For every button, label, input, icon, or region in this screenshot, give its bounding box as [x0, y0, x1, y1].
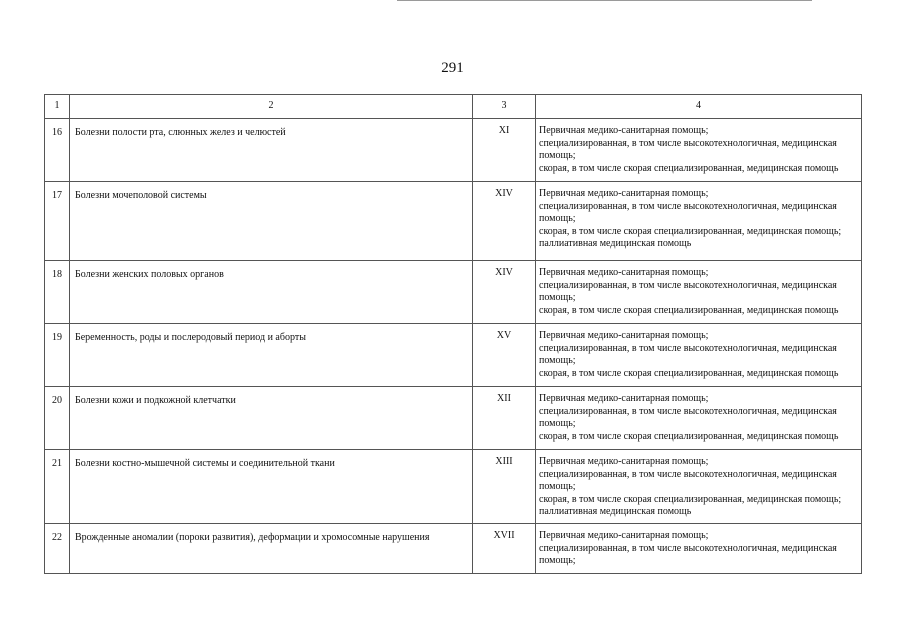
table-row [45, 387, 862, 450]
header-cell-num: 1 [45, 95, 70, 119]
top-rule [397, 0, 812, 1]
icd-class: XIV [473, 261, 536, 324]
care-table [44, 94, 862, 574]
care-type-line: паллиативная медицинская помощь [539, 238, 692, 250]
care-types-cell [536, 387, 862, 450]
row-number: 22 [45, 524, 70, 574]
disease-group-name: Болезни мочеполовой системы [70, 182, 473, 261]
care-type-line: скорая, в том числе скорая специализированная, медицинская помощь; [539, 225, 842, 237]
disease-group-name: Болезни кожи и подкожной клетчатки [70, 387, 473, 450]
row-number: 21 [45, 450, 70, 524]
care-type-line: Первичная медико-санитарная помощь; [539, 530, 709, 541]
table-row [45, 524, 862, 574]
care-type-line: Первичная медико-санитарная помощь; [539, 188, 709, 199]
header-cell-class: 3 [473, 95, 536, 119]
row-number: 19 [45, 324, 70, 387]
care-type-line: скорая, в том числе скорая специализированная, медицинская помощь [539, 367, 839, 379]
care-type-line: специализированная, в том числе высокотехнологичная, медицинская [539, 342, 837, 354]
care-type-line: скорая, в том числе скорая специализированная, медицинская помощь [539, 430, 839, 442]
row-number: 20 [45, 387, 70, 450]
disease-group-name: Болезни женских половых органов [70, 261, 473, 324]
care-type-line: скорая, в том числе скорая специализированная, медицинская помощь [539, 162, 839, 174]
care-type-line: Первичная медико-санитарная помощь; [539, 330, 709, 341]
table-row [45, 450, 862, 524]
care-type-line: специализированная, в том числе высокотехнологичная, медицинская [539, 200, 837, 212]
row-number: 18 [45, 261, 70, 324]
icd-class: XV [473, 324, 536, 387]
care-type-line: помощь; [539, 418, 576, 430]
care-type-line: специализированная, в том числе высокотехнологичная, медицинская [539, 137, 837, 149]
table-row [45, 182, 862, 261]
care-type-line: Первичная медико-санитарная помощь; [539, 125, 709, 136]
disease-group-name: Беременность, роды и послеродовый период и аборты [70, 324, 473, 387]
care-type-line: помощь; [539, 355, 576, 367]
disease-group-name: Врожденные аномалии (пороки развития), деформации и хромосомные нарушения [70, 524, 473, 574]
care-type-line: помощь; [539, 555, 576, 567]
care-types-cell [536, 119, 862, 182]
table-header-row [45, 95, 862, 119]
care-type-line: помощь; [539, 150, 576, 162]
icd-class: XIII [473, 450, 536, 524]
table-row [45, 324, 862, 387]
care-types-cell [536, 324, 862, 387]
table-row [45, 261, 862, 324]
care-type-line: Первичная медико-санитарная помощь; [539, 267, 709, 278]
care-type-line: паллиативная медицинская помощь [539, 506, 692, 518]
row-number: 16 [45, 119, 70, 182]
care-type-line: Первичная медико-санитарная помощь; [539, 456, 709, 467]
care-type-line: специализированная, в том числе высокотехнологичная, медицинская [539, 468, 837, 480]
page-number: 291 [441, 60, 464, 76]
care-types-cell [536, 182, 862, 261]
care-type-line: помощь; [539, 213, 576, 225]
header-cell-name: 2 [70, 95, 473, 119]
icd-class: XI [473, 119, 536, 182]
care-type-line: специализированная, в том числе высокотехнологичная, медицинская [539, 279, 837, 291]
care-types-cell [536, 524, 862, 574]
icd-class: XIV [473, 182, 536, 261]
care-type-line: специализированная, в том числе высокотехнологичная, медицинская [539, 405, 837, 417]
care-types-cell [536, 261, 862, 324]
care-type-line: Первичная медико-санитарная помощь; [539, 393, 709, 404]
disease-group-name: Болезни полости рта, слюнных желез и челюстей [70, 119, 473, 182]
icd-class: XVII [473, 524, 536, 574]
header-cell-care: 4 [536, 95, 862, 119]
row-number: 17 [45, 182, 70, 261]
icd-class: XII [473, 387, 536, 450]
care-type-line: специализированная, в том числе высокотехнологичная, медицинская [539, 542, 837, 554]
care-type-line: помощь; [539, 481, 576, 493]
care-type-line: скорая, в том числе скорая специализированная, медицинская помощь [539, 304, 839, 316]
care-type-line: скорая, в том числе скорая специализированная, медицинская помощь; [539, 493, 842, 505]
table-row [45, 119, 862, 182]
care-types-cell [536, 450, 862, 524]
disease-group-name: Болезни костно-мышечной системы и соединительной ткани [70, 450, 473, 524]
care-type-line: помощь; [539, 292, 576, 304]
